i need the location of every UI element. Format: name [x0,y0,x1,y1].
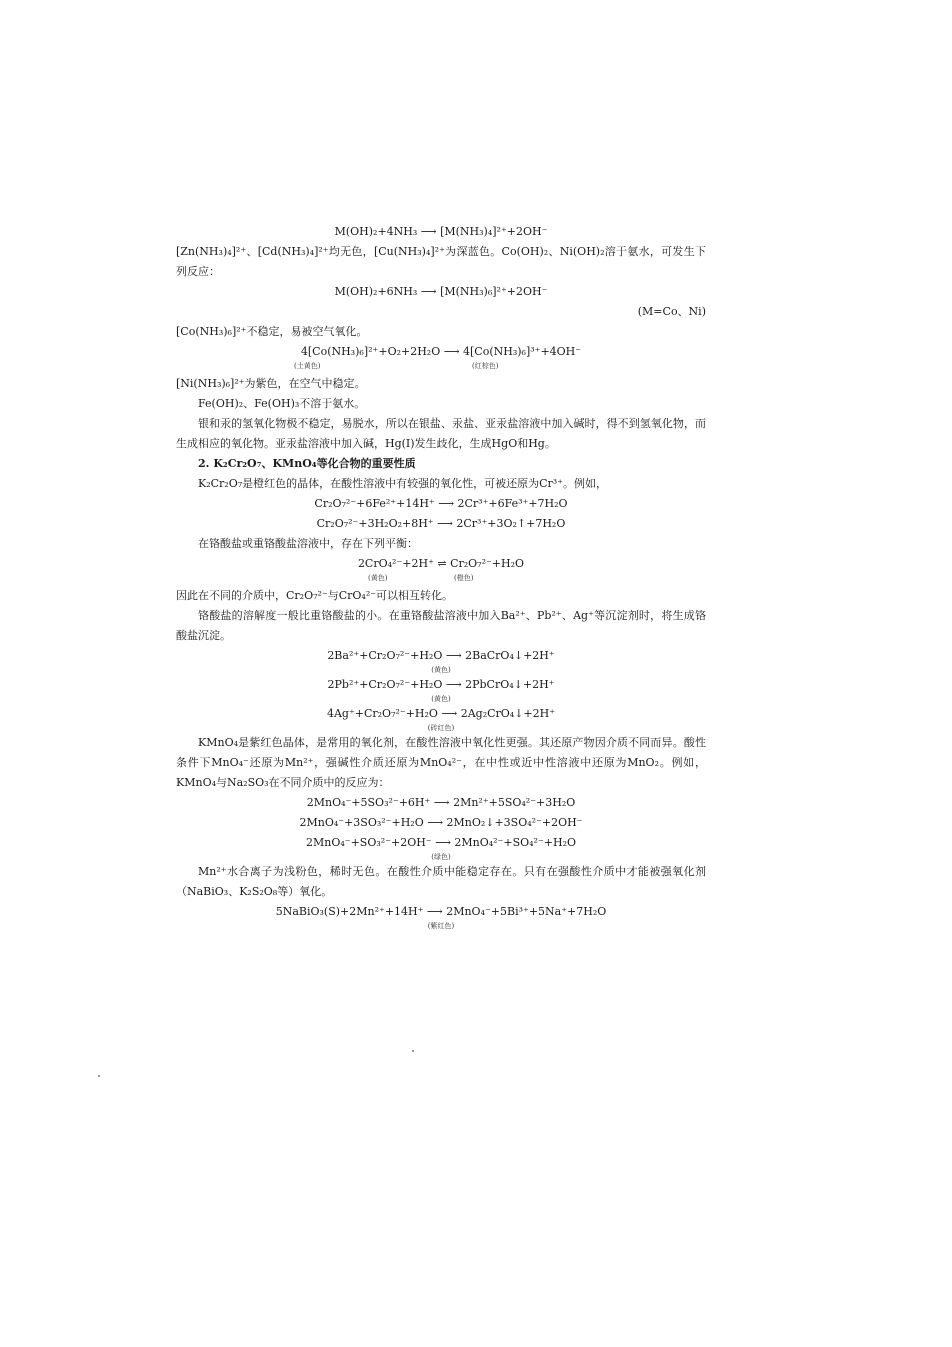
paragraph-permanganate: KMnO₄是紫红色晶体，是常用的氧化剂，在酸性溶液中氧化性更强。其还原产物因介质不同而异。酸性条件下MnO₄⁻还原为Mn²⁺，强碱性介质还原为MnO₄²⁻，在中性或近中性溶液中还原为MnO₂。例如，KMnO₄与Na₂SO₃在不同介质中的反应为： [176,736,706,789]
equation-7: 2Ba²⁺+Cr₂O₇²⁻+H₂O ⟶ 2BaCrO₄↓+2H⁺ [327,649,555,662]
equation-5: Cr₂O₇²⁻+3H₂O₂+8H⁺ ⟶ 2Cr³⁺+3O₂↑+7H₂O [316,517,566,530]
equation-1: M(OH)₂+4NH₃ ⟶ [M(NH₃)₄]²⁺+2OH⁻ [334,225,548,238]
equation-9: 4Ag⁺+Cr₂O₇²⁻+H₂O ⟶ 2Ag₂CrO₄↓+2H⁺ [326,707,556,720]
equation-13-caption: (紫红色) [427,922,455,930]
paragraph-interconversion: 因此在不同的介质中，Cr₂O₇²⁻与CrO₄²⁻可以相互转化。 [176,589,454,602]
section-heading: 2. K₂Cr₂O₇、KMnO₄等化合物的重要性质 [198,457,416,470]
equation-12: 2MnO₄⁻+SO₃²⁻+2OH⁻ ⟶ 2MnO₄²⁻+SO₄²⁻+H₂O [306,836,576,849]
equation-12-caption: (绿色) [431,853,451,861]
equation-11: 2MnO₄⁻+3SO₃²⁻+H₂O ⟶ 2MnO₂↓+3SO₄²⁻+2OH⁻ [299,816,583,829]
paragraph-equilibrium: 在铬酸盐或重铬酸盐溶液中，存在下列平衡： [198,537,418,550]
equation-8: 2Pb²⁺+Cr₂O₇²⁻+H₂O ⟶ 2PbCrO₄↓+2H⁺ [327,678,555,691]
equation-4: Cr₂O₇²⁻+6Fe²⁺+14H⁺ ⟶ 2Cr³⁺+6Fe³⁺+7H₂O [314,497,568,510]
equation-10: 2MnO₄⁻+5SO₃²⁻+6H⁺ ⟶ 2Mn²⁺+5SO₄²⁻+3H₂O [306,796,576,809]
equation-6: 2CrO₄²⁻+2H⁺ ⇌ Cr₂O₇²⁻+H₂O [357,557,525,570]
caption-red-brown: (红棕色) [472,362,499,370]
paragraph-nickel: [Ni(NH₃)₆]²⁺为紫色，在空气中稳定。 [176,377,366,390]
equation-3: 4[Co(NH₃)₆]²⁺+O₂+2H₂O ⟶ 4[Co(NH₃)₆]³⁺+4OH⁻ [300,345,582,358]
scan-speck [98,1075,100,1077]
equation-6-captions [176,574,706,586]
document-body [176,222,706,931]
paragraph-manganese: Mn²⁺水合离子为浅粉色，稀时无色。在酸性介质中能稳定存在。只有在强酸性介质中才能被强氧化剂（NaBiO₃、K₂S₂O₈等）氧化。 [176,865,706,898]
paragraph-iron: Fe(OH)₂、Fe(OH)₃不溶于氨水。 [198,397,366,410]
paragraph-solubility: 铬酸盐的溶解度一般比重铬酸盐的小。在重铬酸盐溶液中加入Ba²⁺、Pb²⁺、Ag⁺等沉淀剂时，将生成铬酸盐沉淀。 [176,609,706,642]
equation-9-caption: (砖红色) [427,724,455,732]
caption-khaki: (土黄色) [294,362,321,370]
equation-2: M(OH)₂+6NH₃ ⟶ [M(NH₃)₆]²⁺+2OH⁻ [334,285,548,298]
paragraph-dichromate: K₂Cr₂O₇是橙红色的晶体，在酸性溶液中有较强的氧化性，可被还原为Cr³⁺。例如， [198,477,608,490]
paragraph-silver-mercury: 银和汞的氢氧化物极不稳定，易脱水，所以在银盐、汞盐、亚汞盐溶液中加入碱时，得不到氢氧化物，而生成相应的氧化物。亚汞盐溶液中加入碱，Hg(Ⅰ)发生歧化，生成HgO和Hg。 [176,417,706,450]
caption-yellow: (黄色) [368,574,388,582]
equation-8-caption: (黄色) [431,695,451,703]
scan-speck [412,1050,414,1052]
caption-orange: (橙色) [454,574,474,582]
equation-7-caption: (黄色) [431,666,451,674]
paragraph-cobalt-oxidation: [Co(NH₃)₆]²⁺不稳定，易被空气氧化。 [176,325,368,338]
paragraph-ammine-complexes: [Zn(NH₃)₄]²⁺、[Cd(NH₃)₄]²⁺均无色，[Cu(NH₃)₄]²⁺为深蓝色。Co(OH)₂、Ni(OH)₂溶于氨水，可发生下列反应： [176,245,706,278]
equation-13: 5NaBiO₃(S)+2Mn²⁺+14H⁺ ⟶ 2MnO₄⁻+5Bi³⁺+5Na⁺+7H₂O [275,905,607,918]
equation-2-note: (M=Co、Ni) [637,305,706,318]
equation-3-captions [176,362,706,374]
